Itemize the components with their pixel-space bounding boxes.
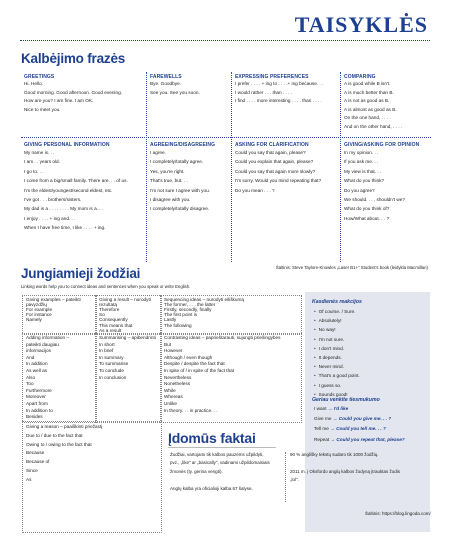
reaction-text: I don't mind. xyxy=(318,345,345,351)
phrase-line: I go to. . . xyxy=(24,168,44,174)
reaction-item xyxy=(314,344,344,354)
linking-heading: Jungiamieji žodžiai xyxy=(21,266,141,281)
linking-word: Owing to / owing to the fact that xyxy=(26,441,92,447)
linking-word: In conclusion xyxy=(99,374,127,380)
phrases-col-divider xyxy=(231,72,232,262)
bullet-icon: • xyxy=(314,364,316,370)
fact-line: pvz., „like" ar „basically", vadinami užpildomaisiais xyxy=(170,460,270,466)
arrow-right-icon: → xyxy=(330,426,337,432)
linking-word: This means that xyxy=(99,322,133,328)
linking-word: In short xyxy=(99,341,115,347)
phrases-col-divider xyxy=(340,72,341,262)
facts-underline xyxy=(168,447,276,448)
reaction-text: Never mind. xyxy=(318,364,344,370)
phrase-line: A is much better than B. xyxy=(344,89,394,95)
phrases-row-divider xyxy=(21,137,431,138)
linking-word: informacijos xyxy=(26,348,52,354)
phrase-line: Bye. Goodbye. xyxy=(150,81,182,86)
phrase-line: A is not as good as B. xyxy=(344,98,390,104)
phrase-line: I'm the eldest/youngest/second eldest, etc. xyxy=(24,187,113,193)
reaction-item xyxy=(314,381,341,391)
facts-title: Įdomūs faktai xyxy=(168,430,256,446)
linking-word: rezultatą xyxy=(99,302,117,308)
bullet-icon: • xyxy=(314,318,316,324)
phrase-line: I am . . years old. xyxy=(24,159,60,165)
phrase-line: Good morning. Good afternoon. Good evening. xyxy=(24,89,122,95)
polite-pair xyxy=(314,435,405,445)
linking-word: Summarising – apibendrinti xyxy=(99,335,156,340)
phrase-line: Do you mean . . . ? xyxy=(235,187,275,193)
linking-word: The first point is xyxy=(164,312,198,318)
rude-title: Geriau venkite tiesmukumo xyxy=(312,397,380,403)
facts-source: Šaltinis: https://blog.lingoda.com/ xyxy=(365,511,431,516)
phrase-line: We should. . . , shouldn't we? xyxy=(344,197,405,202)
linking-word: Lastly xyxy=(164,317,177,323)
linking-word: Since xyxy=(26,468,38,473)
linking-word: Because of xyxy=(26,459,50,465)
phrase-line: I completely/totally agree. xyxy=(150,159,204,165)
reaction-text: That's a good point. xyxy=(318,373,360,379)
linking-word: So xyxy=(99,312,105,318)
phrase-line: A is almost as good as B. xyxy=(344,106,397,112)
phrase-line: Could you say that again more slowly? xyxy=(235,168,316,174)
linking-word: While xyxy=(164,387,176,393)
linking-word: For example xyxy=(26,307,53,313)
fact-line: Žodžiai, vartojami tik kalbos pauzėms užpildyti, xyxy=(170,452,264,457)
phrase-heading: COMPARING xyxy=(344,74,376,80)
bullet-icon: • xyxy=(314,373,316,379)
linking-word: pavyzdžių xyxy=(26,302,47,308)
direct-phrase: Tell me xyxy=(314,426,331,432)
linking-word: As well as xyxy=(26,368,48,373)
phrases-col-divider xyxy=(146,72,147,262)
bullet-icon: • xyxy=(314,382,316,388)
linking-word: Adding information – xyxy=(26,335,69,340)
linking-word: Firstly, secondly, finally xyxy=(164,307,212,313)
linking-word: Namely xyxy=(26,317,42,323)
phrase-heading: GREETINGS xyxy=(24,74,55,80)
reactions-title: Kasdienės reakcijos xyxy=(312,299,362,305)
linking-word: Therefore xyxy=(99,307,120,313)
linking-word: For instance xyxy=(26,312,52,318)
linking-word: In addition xyxy=(26,361,48,367)
phrase-line: I completely/totally disagree. xyxy=(150,206,210,212)
linking-word: In brief xyxy=(99,348,114,354)
phrase-line: I agree. xyxy=(150,150,166,155)
linking-word: Nonetheless xyxy=(164,381,191,387)
linking-word: As a result xyxy=(99,327,122,333)
phrase-line: My name is. . . xyxy=(24,150,55,155)
linking-word: Nevertheless xyxy=(164,374,192,380)
phrase-line: My view is that. . . xyxy=(344,168,382,174)
reaction-item xyxy=(314,316,342,326)
phrase-line: What do you think of? xyxy=(344,206,390,212)
reaction-text: Sounds good! xyxy=(318,391,348,397)
direct-phrase: Give me xyxy=(314,416,333,422)
title-divider xyxy=(20,40,430,41)
linking-word: However xyxy=(164,348,183,354)
bullet-icon: • xyxy=(314,336,316,342)
phrase-line: I would rather . . . than . . . . xyxy=(235,89,293,95)
phrase-line: Could you say that again, please? xyxy=(235,150,306,155)
phrase-line: I find . . . . more interesting . . . . than . . . . xyxy=(235,98,322,104)
phrases-source: Šaltinis: Steve Taylore-Knowles „Laser B1+" Student's book (leidykla Macmillan) xyxy=(275,265,428,270)
fact-line: „lol". xyxy=(290,477,299,483)
reaction-item xyxy=(314,371,360,381)
polite-pair xyxy=(314,424,386,434)
linking-word: Too xyxy=(26,381,34,387)
phrase-line: I come from a big/small family. There are. . . of us. xyxy=(24,178,128,184)
phrase-line: I'm sorry. Would you mind repeating that? xyxy=(235,178,322,184)
phrase-heading: AGREEING/DISAGREEING xyxy=(150,142,216,148)
phrase-heading: ASKING FOR CLARIFICATION xyxy=(235,142,309,148)
linking-word: Giving examples – pateikti xyxy=(26,297,81,302)
phrase-line: I enjoy . . . . + ing and. . . xyxy=(24,215,76,221)
polite-phrase: Could you give me. . . ? xyxy=(338,416,392,422)
linking-word: pateikti daugiau xyxy=(26,341,59,347)
reaction-text: No way! xyxy=(318,327,336,333)
linking-word: The following xyxy=(164,322,192,328)
reaction-item xyxy=(314,325,336,335)
phrase-line: Hi. Hello. xyxy=(24,81,44,86)
polite-phrase: Could you tell me. . . ? xyxy=(336,426,386,432)
bullet-icon: • xyxy=(314,327,316,333)
reaction-item xyxy=(314,307,355,317)
phrase-heading: EXPRESSING PREFERENCES xyxy=(235,74,309,80)
phrase-line: In my opinion. . . xyxy=(344,150,379,155)
linking-word: Consequently xyxy=(99,317,128,323)
phrase-line: On the one hand, . . . . xyxy=(344,115,391,121)
fact-line: žmonės (ty. gerina vengti). xyxy=(170,468,223,474)
reaction-item xyxy=(314,362,344,372)
phrase-line: Nice to meet you. xyxy=(24,106,61,112)
reaction-text: I guess so. xyxy=(318,382,342,388)
phrase-heading: GIVING PERSONAL INFORMATION xyxy=(24,142,110,148)
linking-word: But xyxy=(164,341,172,347)
direct-phrase: Repeat xyxy=(314,436,331,442)
reaction-text: Absolutely! xyxy=(318,318,342,324)
linking-word: The former, . . . the latter xyxy=(164,302,216,308)
phrase-line: My dad is a . . . . . . . . My mom is a. . . xyxy=(24,206,104,212)
phrase-line: What do you think? xyxy=(344,178,385,184)
phrase-line: If you ask me. . . xyxy=(344,159,379,165)
reaction-text: Of course. / Sure. xyxy=(318,309,356,314)
polite-pair xyxy=(314,414,391,424)
polite-pair xyxy=(314,404,348,414)
linking-word: In spite of / in spite of the fact that xyxy=(164,368,235,373)
polite-phrase: Could you repeat that, please? xyxy=(336,436,405,442)
linking-word: Apart from xyxy=(26,401,48,406)
linking-word: And xyxy=(26,354,35,360)
bullet-icon: • xyxy=(314,355,316,360)
arrow-right-icon: → xyxy=(332,416,339,422)
phrase-line: Do you agree? xyxy=(344,187,375,193)
linking-word: Sequencing ideas – nurodyti eiliškumą xyxy=(164,297,244,302)
linking-word: Contrasting ideas – paprieštarauti, sujungti priešingybes xyxy=(164,335,281,340)
arrow-right-icon: → xyxy=(330,436,337,442)
phrases-heading: Kalbėjimo frazės xyxy=(21,51,126,66)
linking-word: As xyxy=(26,476,32,482)
arrow-right-icon: → xyxy=(327,406,334,411)
phrase-line: I've got . . . brothers/sisters. xyxy=(24,197,82,202)
fact-line: Anglų kalba yra oficialioji kalba 67 šalyse. xyxy=(170,485,253,491)
linking-word: Unlike xyxy=(164,401,178,406)
phrase-line: That's true, but. . . xyxy=(150,178,188,184)
linking-word: Also xyxy=(26,374,36,380)
fact-line: 2011 m. į Oksfordo anglų kalbos žodyną įtrauktas žodis xyxy=(290,468,400,474)
linking-word: Because xyxy=(26,450,45,456)
phrase-line: When I have free time, I like . . . . + ing. xyxy=(24,225,106,231)
phrase-line: Could you explain that again, please? xyxy=(235,159,314,165)
phrase-line: A is good while B isn't. xyxy=(344,81,391,86)
reaction-item xyxy=(314,335,344,345)
phrase-line: See you. See you soon. xyxy=(150,89,200,95)
linking-word: Due to / due to the fact that xyxy=(26,432,83,438)
linking-word: Giving a reason – paaiškinti priežastį xyxy=(26,424,103,429)
direct-phrase: I want xyxy=(314,406,328,411)
linking-word: To summarise xyxy=(99,361,129,367)
phrase-line: And on the other hand, . . . . xyxy=(344,124,403,129)
fact-line: 90 % anglišky tekstų sudaro tik 1000 žodžių. xyxy=(290,452,379,457)
linking-word: Although / even though xyxy=(164,354,213,360)
phrase-line: I disagree with you. xyxy=(150,197,191,202)
phrase-line: Yes, you're right. xyxy=(150,168,185,174)
bullet-icon: • xyxy=(314,345,316,351)
reaction-text: I'm not sure. xyxy=(318,336,345,342)
linking-word: Besides xyxy=(26,414,43,420)
phrase-line: I'm not sure I agree with you. xyxy=(150,187,211,193)
phrase-line: How/What about. . . ? xyxy=(344,215,390,221)
linking-word: Moreover xyxy=(26,394,46,400)
reaction-item xyxy=(314,353,342,363)
facts-divider xyxy=(285,452,286,502)
linking-word: Whereas xyxy=(164,394,183,400)
linking-word: Furthermore xyxy=(26,387,52,393)
bullet-icon: • xyxy=(314,309,316,314)
reaction-text: It depends. xyxy=(318,355,342,360)
phrase-heading: GIVING/ASKING FOR OPINION xyxy=(344,142,420,148)
linking-intro: Linking words help you to connect ideas and sentences when you speak or write English. xyxy=(21,284,191,289)
page-title: TAISYKLĖS xyxy=(294,12,428,37)
phrase-line: I prefer . . . . + ing to . . . .+ ing because. . . xyxy=(235,81,324,86)
linking-word: Despite / despite the fact that xyxy=(164,361,225,367)
polite-phrase: I'd like xyxy=(333,406,349,411)
linking-word: To conclude xyxy=(99,368,125,373)
bullet-icon: • xyxy=(314,391,316,397)
phrase-heading: FAREWELLS xyxy=(150,74,182,80)
linking-word: In summary xyxy=(99,354,124,360)
linking-word: Giving a result – nurodyti xyxy=(99,297,151,302)
linking-word: In theory. . . in practice. . . xyxy=(164,407,218,413)
linking-word: In addition to xyxy=(26,407,53,413)
phrase-line: How are you? I am fine. I am OK. xyxy=(24,98,94,104)
